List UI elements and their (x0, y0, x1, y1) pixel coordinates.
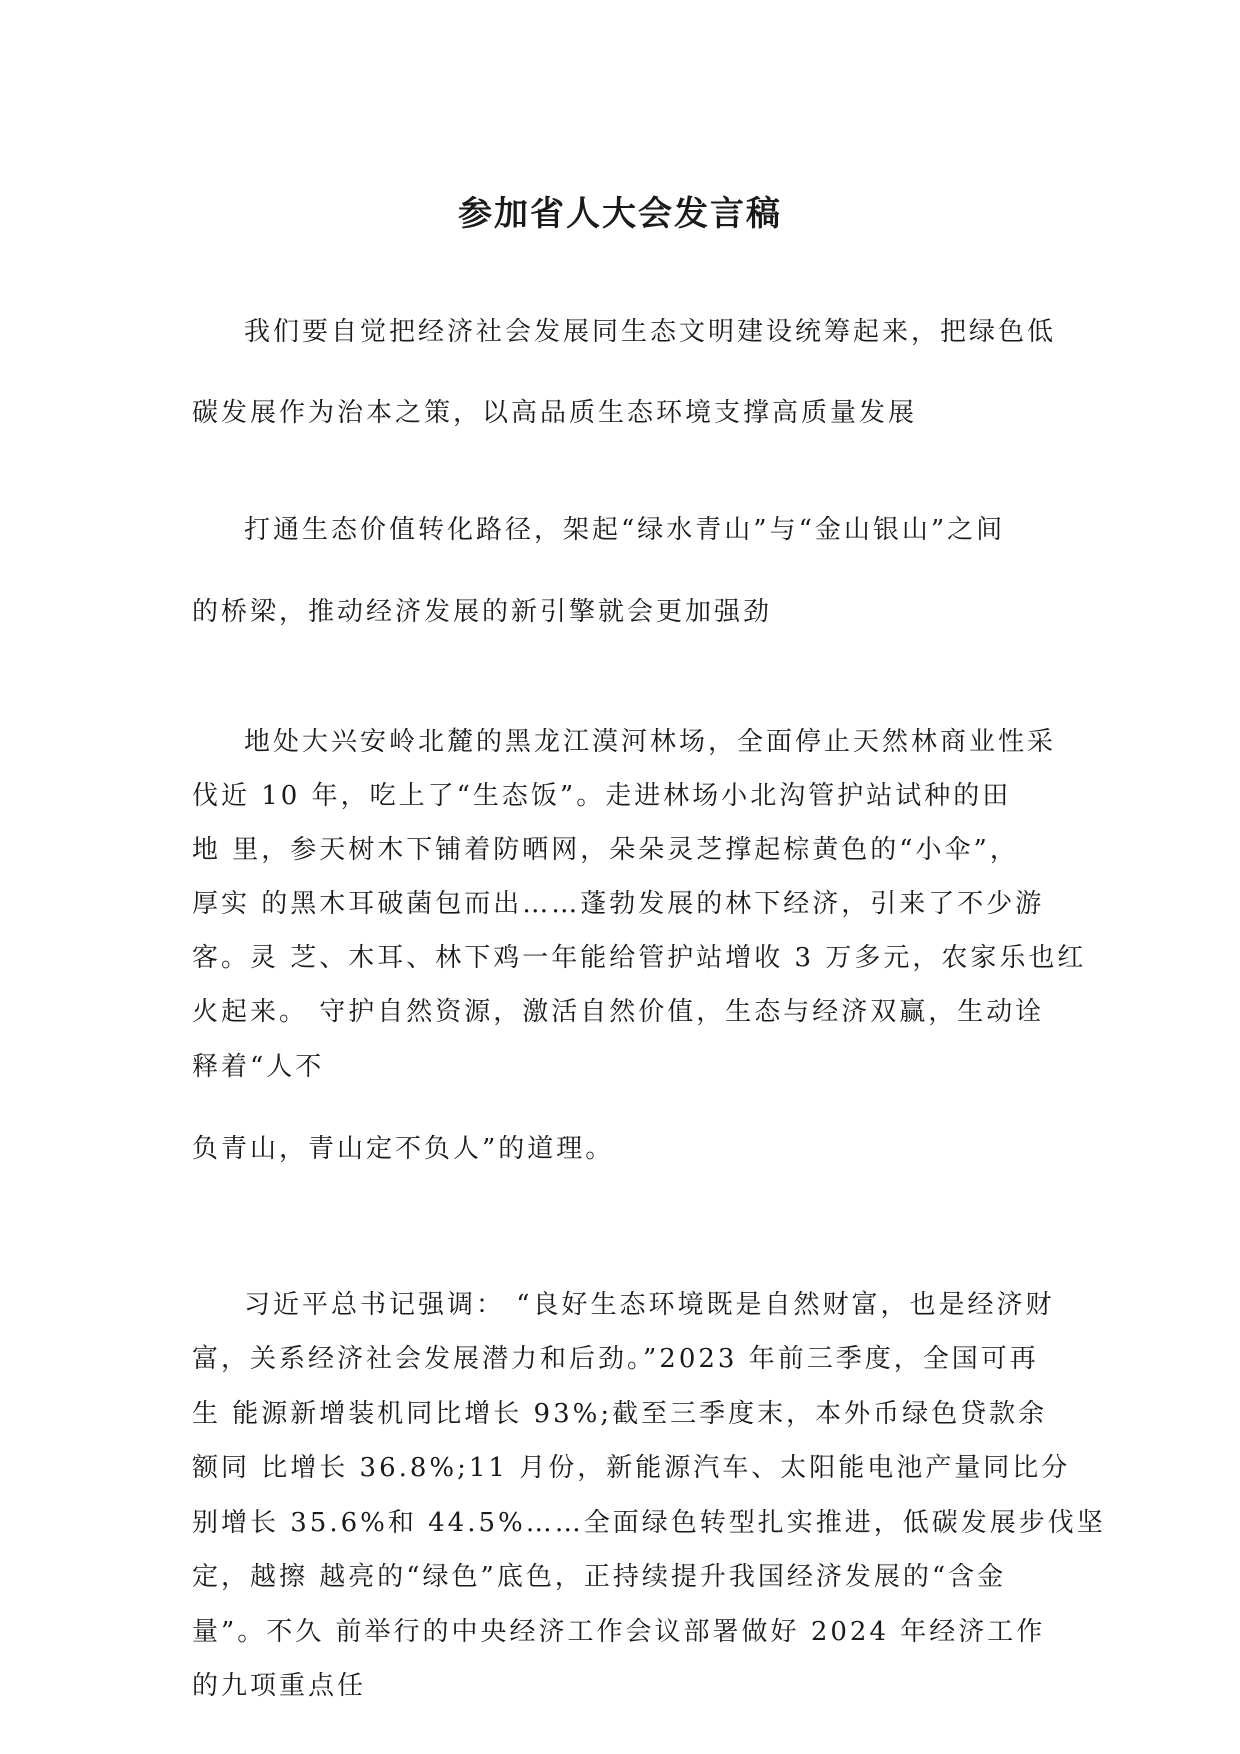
paragraph-3-line-7: 释着“人不 (192, 1052, 325, 1082)
paragraph-2-line-2: 的桥梁，推动经济发展的新引擎就会更加强劲 (192, 597, 773, 627)
document-title: 参加省人大会发言稿 (458, 194, 782, 234)
paragraph-1-line-1: 我们要自觉把经济社会发展同生态文明建设统筹起来，把绿色低 (244, 317, 1057, 347)
paragraph-3-line-5: 客。灵 芝、木耳、林下鸡一年能给管护站增收 3 万多元，农家乐也红 (192, 943, 1087, 973)
paragraph-4-line-2: 富，关系经济社会发展潜力和后劲。”2023 年前三季度，全国可再 (192, 1344, 1039, 1374)
paragraph-4-line-6: 定，越擦 越亮的“绿色”底色，正持续提升我国经济发展的“含金 (192, 1562, 1007, 1592)
paragraph-3-line-8: 负青山，青山定不负人”的道理。 (192, 1134, 615, 1164)
paragraph-4-line-7: 量”。不久 前举行的中央经济工作会议部署做好 2024 年经济工作 (192, 1617, 1046, 1647)
paragraph-1-line-2: 碳发展作为治本之策，以高品质生态环境支撑高质量发展 (192, 398, 918, 428)
paragraph-2-line-1: 打通生态价值转化路径，架起“绿水青山”与“金山银山”之间 (244, 515, 1006, 545)
paragraph-4-line-3: 生 能源新增装机同比增长 93%;截至三季度末，本外币绿色贷款余 (192, 1399, 1048, 1429)
paragraph-4-line-4: 额同 比增长 36.8%;11 月份，新能源汽车、太阳能电池产量同比分 (192, 1453, 1071, 1483)
paragraph-3-line-2: 伐近 10 年，吃上了“生态饭”。走进林场小北沟管护站试种的田 (192, 781, 1012, 811)
paragraph-3-line-3: 地 里，参天树木下铺着防晒网，朵朵灵芝撑起棕黄色的“小伞”， (192, 835, 1019, 865)
paragraph-4-line-1: 习近平总书记强调： “良好生态环境既是自然财富，也是经济财 (244, 1290, 1055, 1320)
paragraph-4-line-8: 的九项重点任 (192, 1671, 367, 1701)
paragraph-3-line-4: 厚实 的黑木耳破菌包而出……蓬勃发展的林下经济，引来了不少游 (192, 889, 1045, 919)
paragraph-3-line-1: 地处大兴安岭北麓的黑龙江漠河林场，全面停止天然林商业性采 (244, 727, 1057, 757)
paragraph-3-line-6: 火起来。 守护自然资源，激活自然价值，生态与经济双赢，生动诠 (192, 997, 1045, 1027)
paragraph-4-line-5: 别增长 35.6%和 44.5%……全面绿色转型扎实推进，低碳发展步伐坚 (192, 1508, 1106, 1538)
